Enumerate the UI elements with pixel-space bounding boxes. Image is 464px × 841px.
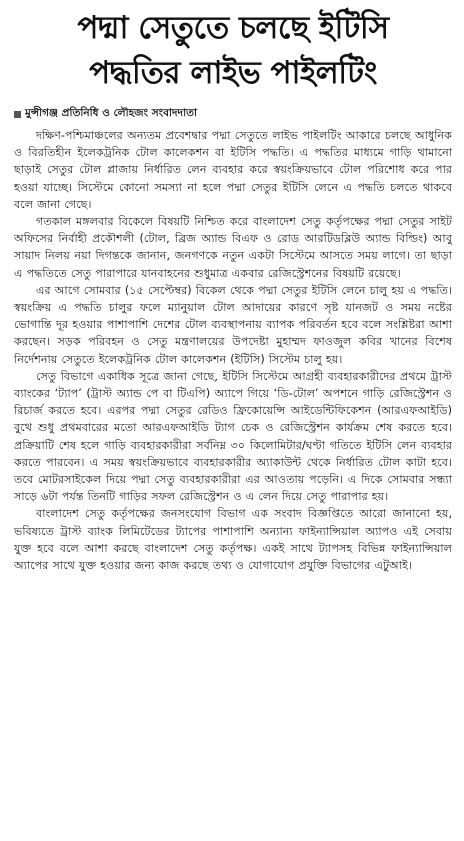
paragraph-4: সেতু বিভাগে একাধিক সূত্রে জানা গেছে, ইটিসি সিস্টেমে আগ্রহী ব্যবহারকারীদের প্রথমে ট্রাস্ট ব্যাংকের ‘ট্যাপ’ (ট্রাস্ট অ্যান্ড পে বা টিএপি) অ্যাপে গিয়ে ‘ডি-টোল’ অপশনে গাড়ি রেজিস্ট্রেশন ও রিচার্জ করতে হবে। এরপর পদ্মা সেতুর রেডিও ফ্রিকোয়েন্সি আইডেন্টিফিকেশন (আরএফআইডি) বুথে শুধু প্রথমবারের মতো আরএফআইডি ট্যাগ চেক ও রেজিস্ট্রেশন কার্যক্রম শেষ করতে হবে। প্রক্রিয়াটি শেষ হলে গাড়ি ব্যবহারকারীরা সর্বনিম্ন ৩০ কিলোমিটার/ঘণ্টা গতিতে ইটিসি লেন ব্যবহার করতে পারবেন। এ সময় স্বয়ংক্রিয়ভাবে ব্যবহারকারীর অ্যাকাউন্ট থেকে নির্ধারিত টোল কাটা হবে। তবে মোটরসাইকেল দিয়ে পদ্মা সেতু ব্যবহারকারীরা এর আওতায় পড়েনি। এ দিকে সোমবার সন্ধ্যা সাড়ে ৬টা পর্যন্ত তিনটি গাড়ির সফল রেজিস্ট্রেশন ও এ লেন দিয়ে সেতু পারাপার হয়। [14,369,452,504]
article-body [14,127,452,574]
paragraph-5: বাংলাদেশ সেতু কর্তৃপক্ষের জনসংযোগ বিভাগ এক সংবাদ বিজ্ঞপ্তিতে আরো জানানো হয়, ভবিষ্যতে ট্রাস্ট ব্যাংক লিমিটেডের ট্যাপের পাশাপাশি অন্যান্য ফাইন্যান্সিয়াল অ্যাপও এই সেবায় যুক্ত হবে বলে আশা করছে বাংলাদেশ সেতু কর্তৃপক্ষ। একই সাথে ট্যাপসহ বিভিন্ন ফাইন্যান্সিয়াল অ্যাপের সাথে যুক্ত হওয়ার জন্য কাজ করছে তথ্য ও যোগাযোগ প্রযুক্তি বিভাগের এটুআই। [14,507,452,573]
headline [14,6,452,96]
byline [14,106,452,123]
paragraph-1: দক্ষিণ-পশ্চিমাঞ্চলের অন্যতম প্রবেশদ্বার পদ্মা সেতুতে লাইভ পাইলটিং আকারে চলছে আধুনিক ও বিরতিহীন ইলেকট্রনিক টোল কালেকশন বা ইটিসি পদ্ধতি। এ পদ্ধতির মাধ্যমে গাড়ি থামানো ছাড়াই সেতুর টোল প্লাজায় নির্ধারিত লেন ব্যবহার করে স্বয়ংক্রিয়ভাবে টোল পরিশোধ করে পার হওয়া যাচ্ছে। সিস্টেমে কোনো সমস্যা না হলে পদ্মা সেতুর ইটিসি লেনে এ পদ্ধতি চলতে থাকবে বলে জানা গেছে। [14,129,452,211]
square-bullet-icon [14,111,21,118]
headline-line-1: পদ্মা সেতুতে চলছে ইটিসি [77,10,389,46]
paragraph-2: গতকাল মঙ্গলবার বিকেলে বিষয়টি নিশ্চিত করে বাংলাদেশ সেতু কর্তৃপক্ষের পদ্মা সেতুর সাইট অফিসের নির্বাহী প্রকৌশলী (টোল, ব্রিজ অ্যান্ড বিএফ ও রোড আরটিডব্লিউ অ্যান্ড বিল্ডিং) আবু সায়াদ নিলয় নয়া দিগন্তকে জানান, জনগণকে নতুন একটা সিস্টেমে আসতে সময় লাগে। তা ছাড়া এ পদ্ধতিতে সেতু পারাপারে যানবাহনের শুধুমাত্র একবার রেজিস্ট্রেশনের বিষয়টি রয়েছে। [14,215,452,280]
byline-text: মুন্সীগঞ্জ প্রতিনিধি ও লৌহজং সংবাদদাতা [25,107,198,119]
paragraph-3: এর আগে সোমবার (১৫ সেপ্টেম্বর) বিকেল থেকে পদ্মা সেতুর ইটিসি লেনে চালু হয় এ পদ্ধতি। স্বয়ংক্রিয় এ পদ্ধতি চালুর ফলে ম্যানুয়াল টোল আদায়ের কারণে সৃষ্ট যানজট ও সময় নষ্টের ভোগান্তি দূর হওয়ার পাশাপাশি দেশের টোল ব্যবস্থাপনায় ব্যাপক পরিবর্তন হবে বলে সংশ্লিষ্টরা আশা করছেন। সড়ক পরিবহন ও সেতু মন্ত্রণালয়ের উপদেষ্টা মুহাম্মদ ফাওজুল কবির খানের বিশেষ নির্দেশনায় সেতুতে ইলেকট্রনিক টোল কালেকশন (ইটিসি) সিস্টেম চালু হয়। [14,283,452,366]
headline-line-2: পদ্ধতির লাইভ পাইলটিং [89,55,377,91]
